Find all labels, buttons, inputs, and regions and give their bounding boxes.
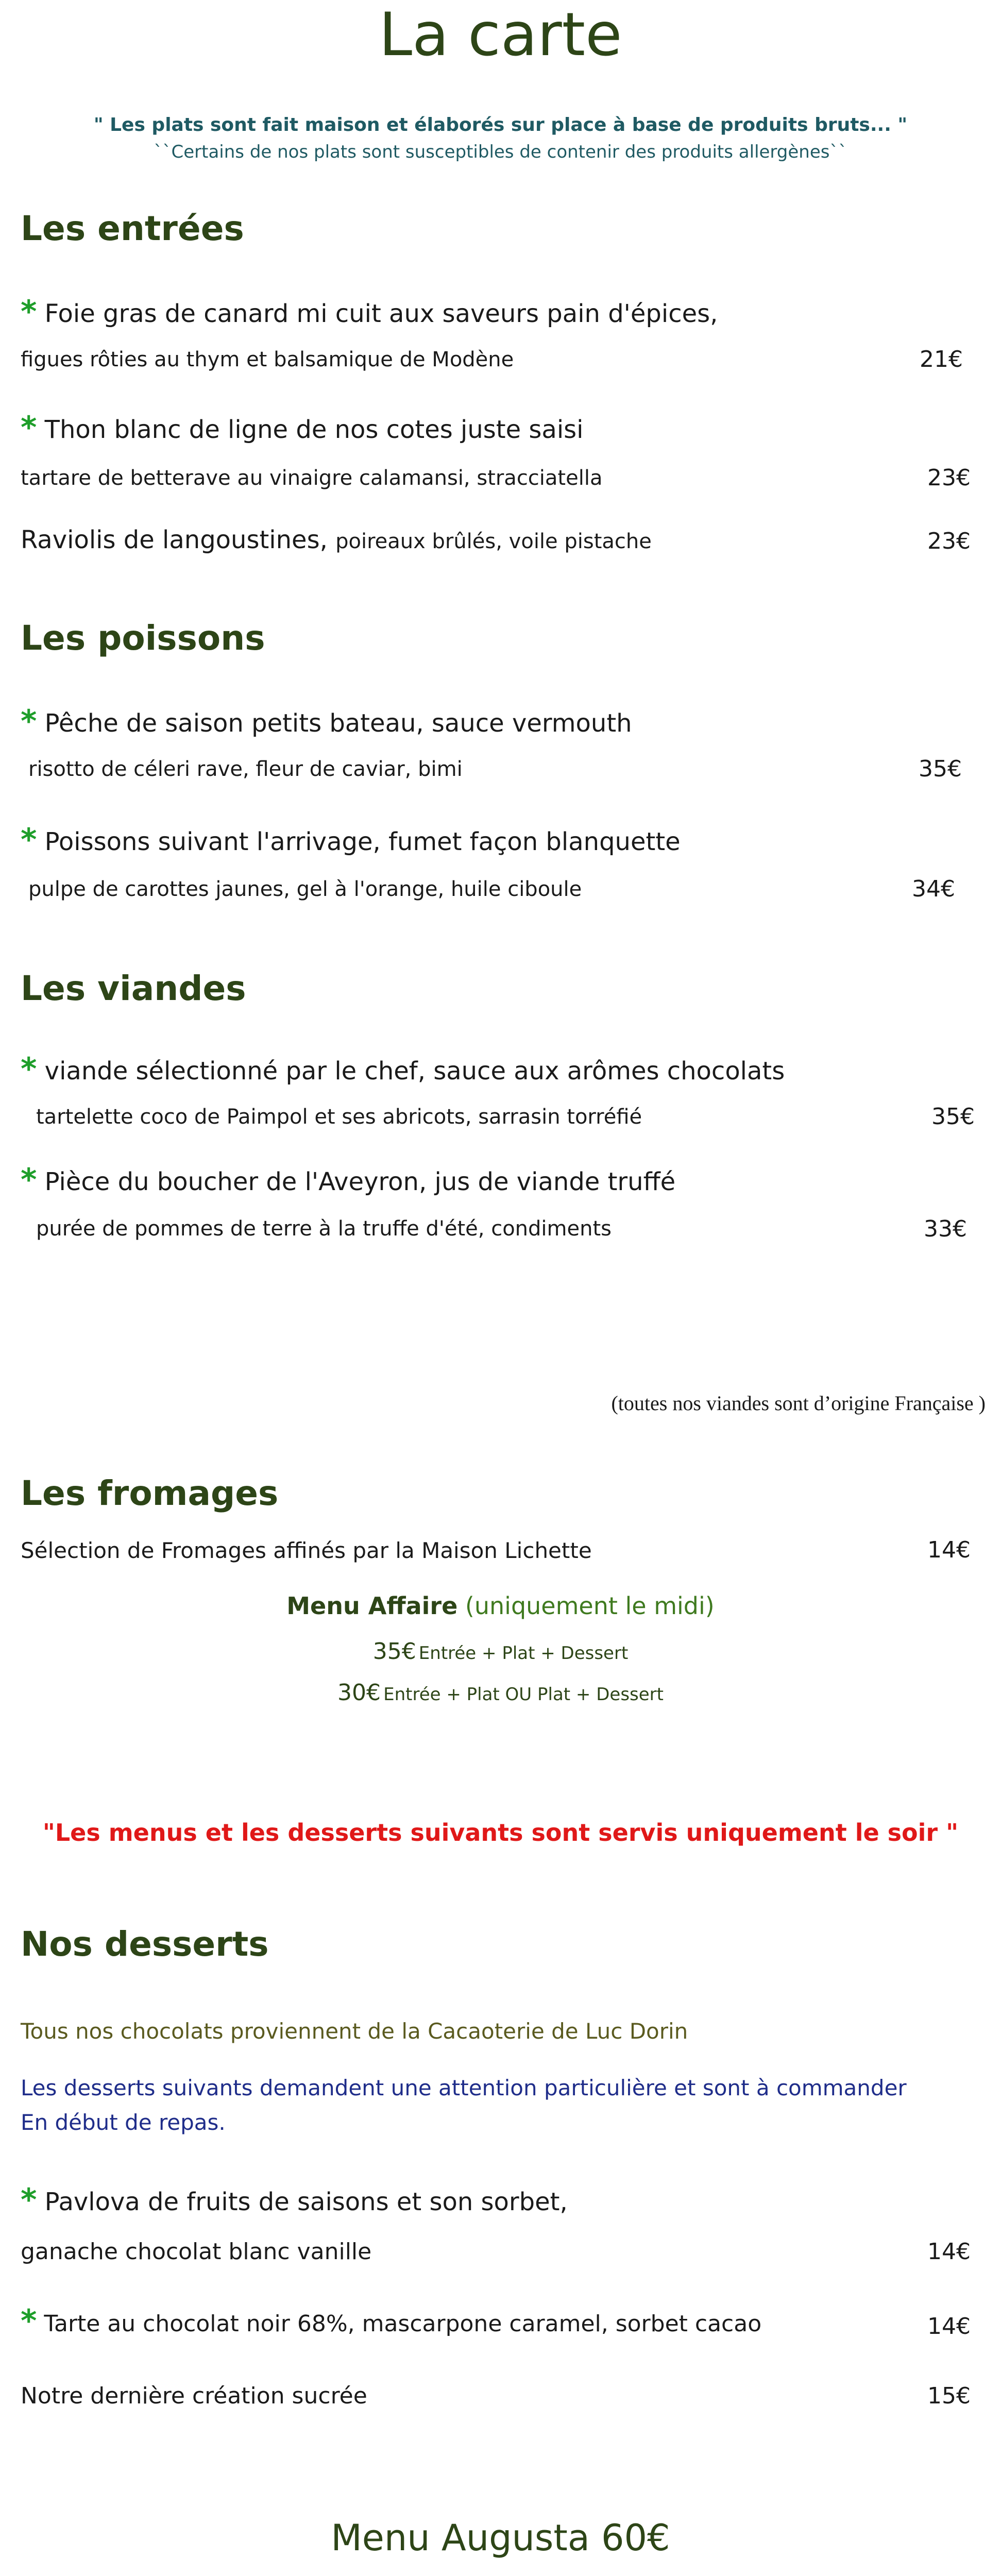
viande-1-name: viande sélectionné par le chef, sauce aux arômes chocolats [44,1057,785,1086]
dessert-2-line [21,2303,761,2339]
entree-1-name: Foie gras de canard mi cuit aux saveurs pain d'épices, [44,299,718,328]
menu-augusta-title: Menu Augusta 60€ [331,2517,670,2559]
entree-3-name: Raviolis de langoustines, [21,526,328,554]
asterisk-icon: * [21,2303,37,2339]
poisson-1-desc: risotto de céleri rave, fleur de caviar, bimi [28,757,463,781]
asterisk-icon: * [21,294,37,330]
poisson-1-price: 35€ [919,756,962,782]
menu-affaire-option-1-price: 35€ [372,1638,416,1665]
asterisk-icon: * [21,2182,37,2218]
poisson-1-line [21,703,632,739]
entree-3-price: 23€ [927,528,971,554]
menu-affaire-option-1 [0,1638,1001,1665]
dessert-order-note-1: Les desserts suivants demandent une attention particulière et sont à commander [21,2075,907,2100]
dessert-1-name: Pavlova de fruits de saisons et son sorbet, [44,2188,568,2216]
entree-3-desc: poireaux brûlés, voile pistache [335,530,652,553]
menu-affaire-title-line [0,1592,1001,1620]
section-heading-viandes: Les viandes [21,969,246,1008]
asterisk-icon: * [21,1051,37,1087]
poisson-2-line [21,822,681,858]
menu-affaire-option-2 [0,1680,1001,1706]
evening-notice: "Les menus et les desserts suivants sont servis uniquement le soir " [42,1819,959,1846]
menu-affaire-option-2-desc: Entrée + Plat OU Plat + Dessert [383,1684,664,1705]
poisson-1-name: Pêche de saison petits bateau, sauce vermouth [44,709,632,738]
asterisk-icon: * [21,410,37,446]
viande-2-name: Pièce du boucher de l'Aveyron, jus de viande truffé [44,1167,676,1196]
entree-2-desc: tartare de betterave au vinaigre calamansi, stracciatella [21,466,603,490]
menu-affaire-title: Menu Affaire [286,1592,458,1620]
dessert-3-price: 15€ [927,2383,971,2409]
entree-2-price: 23€ [927,465,971,491]
intro-note-allergens: ``Certains de nos plats sont susceptibles de contenir des produits allergènes`` [154,142,847,162]
fromage-desc: Sélection de Fromages affinés par la Maison Lichette [21,1538,592,1563]
entree-1-price: 21€ [920,346,963,372]
poisson-2-name: Poissons suivant l'arrivage, fumet façon blanquette [44,827,681,856]
dessert-1-price: 14€ [927,2239,971,2265]
dessert-2-name: Tarte au chocolat noir 68%, mascarpone caramel, sorbet cacao [44,2311,762,2337]
poisson-2-price: 34€ [912,876,955,902]
poisson-2-desc: pulpe de carottes jaunes, gel à l'orange, huile ciboule [28,877,582,901]
entree-3-line [21,526,652,554]
entree-1-desc: figues rôties au thym et balsamique de Modène [21,348,514,371]
menu-affaire-option-2-price: 30€ [337,1680,381,1706]
viande-2-desc: purée de pommes de terre à la truffe d'été, condiments [36,1217,612,1241]
viande-1-desc: tartelette coco de Paimpol et ses abricots, sarrasin torréfié [36,1105,642,1129]
intro-note-homemade: " Les plats sont fait maison et élaborés sur place à base de produits bruts... " [93,114,908,135]
meat-origin-note: (toutes nos viandes sont d’origine Française ) [611,1392,986,1415]
section-heading-entrees: Les entrées [21,209,244,248]
menu-affaire-note: (uniquement le midi) [465,1592,715,1620]
dessert-2-price: 14€ [927,2313,971,2340]
viande-2-price: 33€ [924,1216,967,1242]
dessert-1-line [21,2182,568,2218]
viande-1-line [21,1051,785,1087]
asterisk-icon: * [21,822,37,858]
section-heading-poissons: Les poissons [21,618,265,658]
section-heading-fromages: Les fromages [21,1473,279,1513]
dessert-order-note-2: En début de repas. [21,2110,226,2135]
dessert-3-name: Notre dernière création sucrée [21,2383,367,2409]
menu-affaire-option-1-desc: Entrée + Plat + Dessert [418,1643,629,1664]
section-heading-desserts: Nos desserts [21,1924,269,1964]
viande-1-price: 35€ [931,1104,975,1130]
page-title: La carte [379,0,622,70]
viande-2-line [21,1162,675,1198]
dessert-1-desc: ganache chocolat blanc vanille [21,2239,372,2265]
entree-1-line [21,294,718,330]
asterisk-icon: * [21,703,37,739]
asterisk-icon: * [21,1162,37,1198]
entree-2-name: Thon blanc de ligne de nos cotes juste saisi [44,415,584,444]
entree-2-line [21,410,584,446]
chocolate-note: Tous nos chocolats proviennent de la Cacaoterie de Luc Dorin [21,2019,688,2044]
fromage-price: 14€ [927,1537,971,1563]
